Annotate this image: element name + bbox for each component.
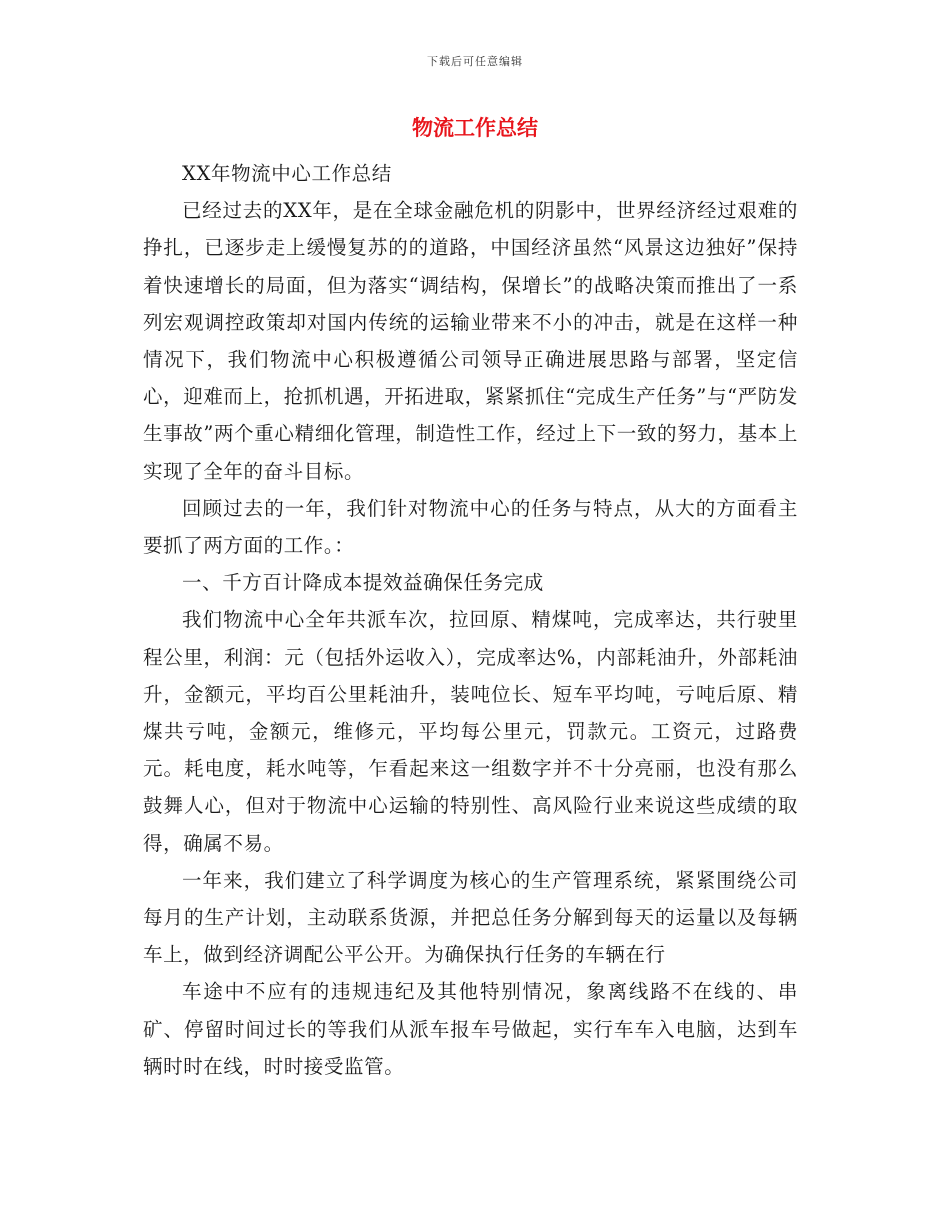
- paragraph-intro: 已经过去的XX年，是在全球金融危机的阴影中，世界经济经过艰难的挣扎，已逐步走上缓慢复苏的的道路，中国经济虽然“风景这边独好”保持着快速增长的局面，但为落实“调结构，保增长”的战略决策而推出了一系列宏观调控政策却对国内传统的运输业带来不小的冲击，就是在这样一种情况下，我们物流中心积极遵循公司领导正确进展思路与部署，坚定信心，迎难而上，抢抓机遇，开拓进取，紧紧抓住“完成生产任务”与“严防发生事故”两个重心精细化管理，制造性工作，经过上下一致的努力，基本上实现了全年的奋斗目标。: [143, 199, 798, 483]
- paragraph-review: 回顾过去的一年，我们针对物流中心的任务与特点，从大的方面看主要抓了两方面的工作。：: [143, 496, 798, 558]
- page-header-note: 下载后可任意编辑: [427, 55, 523, 68]
- paragraph-subtitle: XX年物流中心工作总结: [182, 162, 392, 185]
- paragraph-statistics: 我们物流中心全年共派车次，拉回原、精煤吨，完成率达，共行驶里程公里，利润：元（包括外运收入），完成率达%，内部耗油升，外部耗油升，金额元，平均百公里耗油升，装吨位长、短车平均吨，亏吨后原、精煤共亏吨，金额元，维修元，平均每公里元，罚款元。工资元，过路费元。耗电度，耗水吨等，乍看起来这一组数字并不十分亮丽，也没有那么鼓舞人心，但对于物流中心运输的特别性、高风险行业来说这些成绩的取得，确属不易。: [143, 608, 798, 855]
- paragraph-dispatch-system: 一年来，我们建立了科学调度为核心的生产管理系统，紧紧围绕公司每月的生产计划，主动联系货源，并把总任务分解到每天的运量以及每辆车上，做到经济调配公平公开。为确保执行任务的车辆在行: [143, 868, 798, 967]
- section-heading-1: 一、千方百计降成本提效益确保任务完成: [182, 571, 544, 595]
- paragraph-monitoring: 车途中不应有的违规违纪及其他特别情况，象离线路不在线的、串矿、停留时间过长的等我们从派车报车号做起，实行车车入电脑，达到车辆时时在线，时时接受监管。: [143, 980, 798, 1078]
- document-body: [143, 155, 798, 1085]
- document-title: 物流工作总结: [412, 116, 538, 140]
